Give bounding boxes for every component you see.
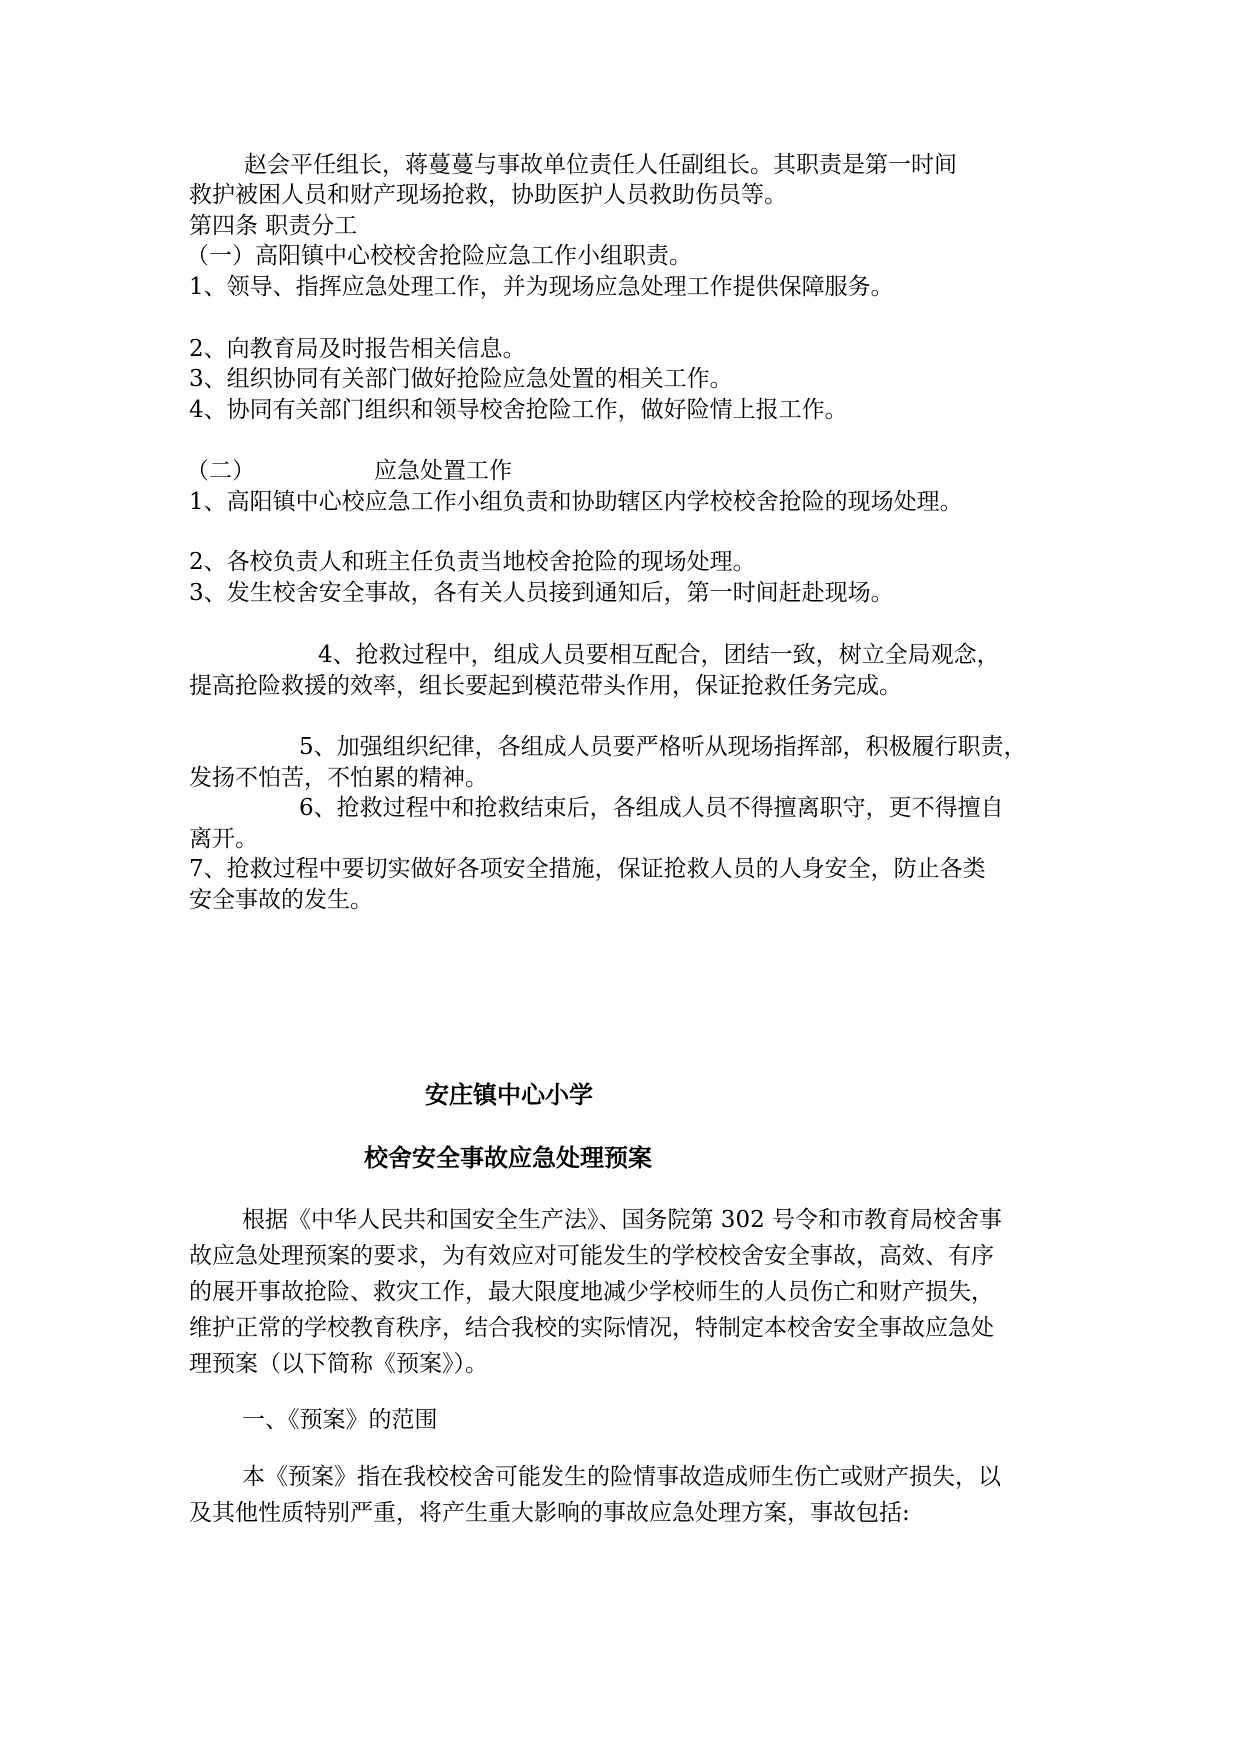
list-item-cont: 提高抢险救援的效率，组长要起到模范带头作用，保证抢救任务完成。 [189,673,902,699]
list-item: 4、抢救过程中，组成人员要相互配合，团结一致，树立全局观念， [318,642,1000,668]
list-item: 3、发生校舍安全事故，各有关人员接到通知后，第一时间赶赴现场。 [189,580,894,606]
list-item: 5、加强组织纪律，各组成人员要严格听从现场指挥部，积极履行职责， [299,734,1027,760]
paragraph-line: 赵会平任组长，蒋蔓蔓与事故单位责任人任副组长。其职责是第一时间 [244,152,957,178]
list-item: 6、抢救过程中和抢救结束后，各组成人员不得擅离职守，更不得擅自 [299,795,1004,821]
list-item: 4、协同有关部门组织和领导校舍抢险工作，做好险情上报工作。 [189,397,848,423]
list-item-cont: 安全事故的发生。 [189,887,373,913]
school-name: 安庄镇中心小学 [425,1081,593,1109]
list-item: 7、抢救过程中要切实做好各项安全措施，保证抢救人员的人身安全，防止各类 [189,856,986,882]
section-heading: 应急处置工作 [374,458,512,484]
list-item: 2、向教育局及时报告相关信息。 [189,336,526,362]
section-line: 本《预案》指在我校校舍可能发生的险情事故造成师生伤亡或财产损失，以 [242,1464,1001,1490]
intro-line: 维护正常的学校教育秩序，结合我校的实际情况，特制定本校舍安全事故应急处 [189,1315,994,1341]
article-heading: 第四条 职责分工 [189,213,358,239]
section-line: 及其他性质特别严重，将产生重大影响的事故应急处理方案，事故包括: [189,1500,910,1526]
section-heading: （一）高阳镇中心校校舍抢险应急工作小组职责。 [186,243,692,269]
intro-line: 根据《中华人民共和国安全生产法》、国务院第 302 号令和市教育局校舍事 [242,1207,1003,1233]
list-item-cont: 发扬不怕苦，不怕累的精神。 [189,765,488,791]
intro-line: 理预案（以下简称《预案》）。 [189,1351,488,1377]
document-title: 校舍安全事故应急处理预案 [364,1144,652,1172]
paragraph-line: 救护被困人员和财产现场抢救，协助医护人员救助伤员等。 [189,182,787,208]
intro-line: 的展开事故抢险、救灾工作，最大限度地减少学校师生的人员伤亡和财产损失， [189,1279,994,1305]
list-item: 1、高阳镇中心校应急工作小组负责和协助辖区内学校校舍抢险的现场处理。 [189,489,963,515]
list-item: 3、组织协同有关部门做好抢险应急处置的相关工作。 [189,366,733,392]
list-item-cont: 离开。 [189,826,258,852]
list-item: 1、领导、指挥应急处理工作，并为现场应急处理工作提供保障服务。 [189,274,894,300]
section-number: （二） [186,458,255,484]
intro-line: 故应急处理预案的要求，为有效应对可能发生的学校校舍安全事故，高效、有序 [189,1243,994,1269]
list-item: 2、各校负责人和班主任负责当地校舍抢险的现场处理。 [189,549,756,575]
section-title: 一、《预案》的范围 [242,1407,438,1433]
